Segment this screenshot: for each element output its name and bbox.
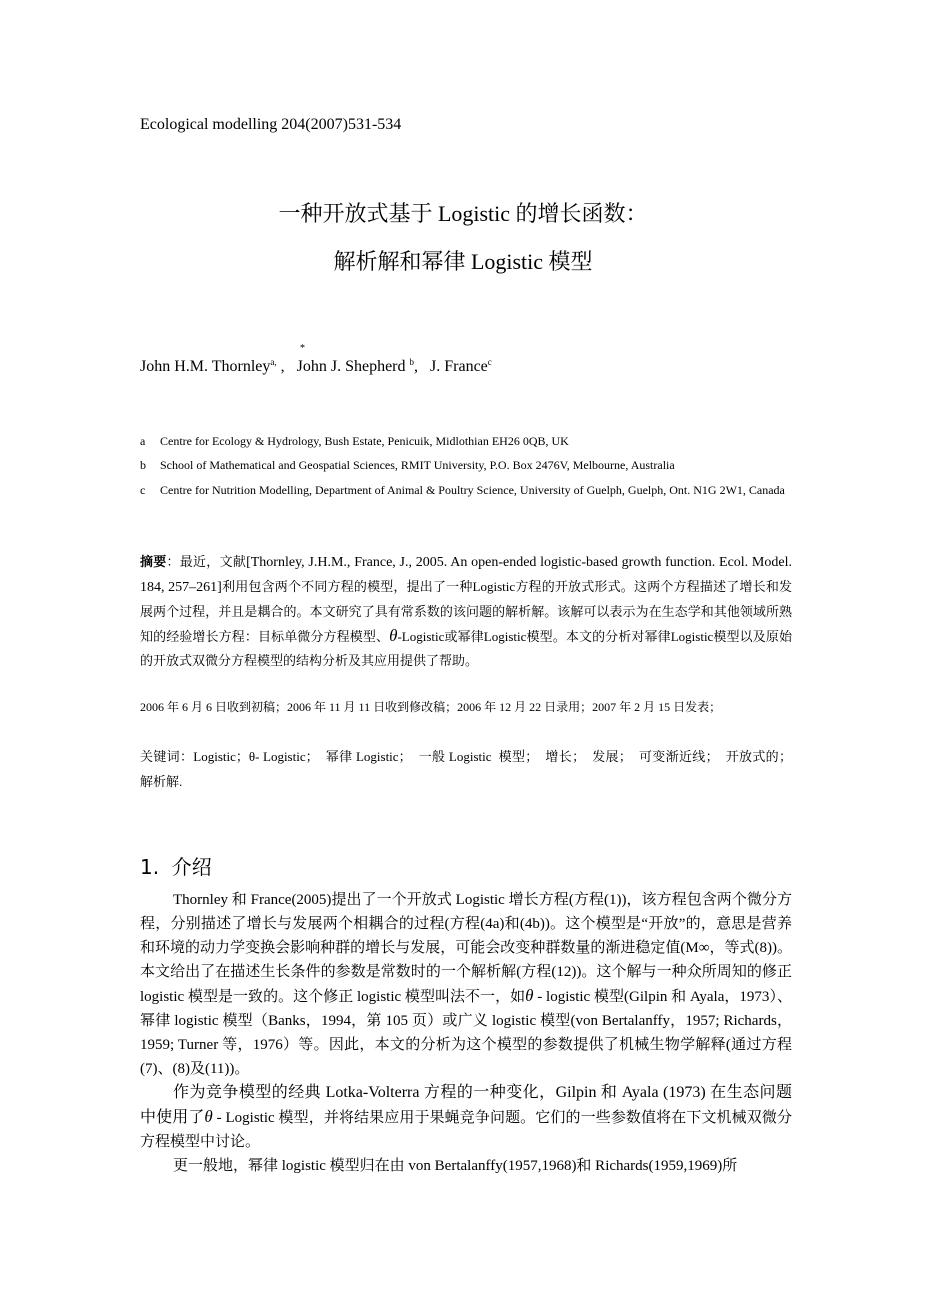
corresponding-author-mark: * [300, 343, 305, 354]
theta-symbol: θ [204, 1107, 213, 1126]
author-separator: , [276, 358, 297, 375]
affiliation [140, 429, 792, 453]
submission-dates: 2006 年 6 月 6 日收到初稿；2006 年 11 月 11 日收到修改稿；2006 年 12 月 22 日录用；2007 年 2 月 15 日发表； [140, 700, 722, 714]
affiliation-text: Centre for Ecology & Hydrology, Bush Estate, Penicuik, Midlothian EH26 0QB, UK [160, 434, 569, 448]
abstract-label: 摘要 [140, 554, 167, 569]
paper-title-line-1: 一种开放式基于 Logistic 的增长函数： [278, 201, 648, 226]
affiliation-label: b [140, 458, 146, 472]
paragraph-text: - logistic 模型(Gilpin 和 Ayala，1973）、幂律 logistic 模型（Banks，1994，第 105 页）或广义 logistic 模型(von Bertalanffy，1957; Richards，1959; Turner 等，1976）等。因此，本文的分析为这个模型的参数提供了机械生物学解释(通过方程(7)、(8)及(11))。 [140, 989, 792, 1077]
author-name: J. France [430, 358, 488, 375]
affiliation-text: Centre for Nutrition Modelling, Department of Animal & Poultry Science, University of Guelph, Guelph, Ont. N1G 2W1, Canada [160, 483, 785, 497]
keywords: 关键词：Logistic；θ- Logistic； 幂律 Logistic； 一般 Logistic 模型； 增长； 发展； 可变渐近线； 开放式的； 解析解. [140, 749, 799, 789]
body-text [140, 888, 792, 1178]
section-heading: 1. 介绍 [140, 855, 212, 879]
paragraph-text: Thornley 和 France(2005)提出了一个开放式 Logistic 增长方程(方程(1))，该方程包含两个微分方程，分别描述了增长与发展两个相耦合的过程(方程(4a)和(4b))。这个模型是“开放”的，意思是营养和环境的动力学变换会影响种群的增长与发展，可能会改变种群数量的渐进稳定值(M∞，等式(8))。本文给出了在描述生长条件的参数是常数时的一个解析解(方程(12))。这个解与一种众所周知的修正 logistic 模型是一致的。这个修正 logistic 模型叫法不一，如 [140, 892, 792, 1005]
paragraph [140, 1081, 792, 1154]
abstract-citation: [Thornley, J.H.M., France, J., 2005. An open-ended logistic-based growth function. Ecol. Model. 184, 257–261] [140, 555, 792, 595]
theta-symbol: θ [389, 626, 398, 645]
author-name: John J. Shepherd [296, 358, 410, 375]
author-list [140, 357, 492, 376]
paragraph-text: 作为竞争模型的经典 Lotka-Volterra 方程的一种变化，Gilpin 和 Ayala (1973) 在生态问题中使用了 [140, 1084, 792, 1126]
abstract-text: ：最近，文献 [166, 554, 247, 569]
paragraph-text: - Logistic 模型，并将结果应用于果蝇竞争问题。它们的一些参数值将在下文机械双微分方程模型中讨论。 [140, 1110, 792, 1150]
paragraph: 更一般地，幂律 logistic 模型归在由 von Bertalanffy(1957,1968)和 Richards(1959,1969)所 [173, 1158, 738, 1174]
affiliation-label: a [140, 434, 146, 448]
abstract-text: -Logistic或幂律Logistic模型。本文的分析对幂律Logistic模型以及原始的开放式双微分方程模型的结构分析及其应用提供了帮助。 [140, 629, 792, 668]
paper-title-line-2: 解析解和幂律 Logistic 模型 [333, 249, 593, 274]
affiliation-text: School of Mathematical and Geospatial Sciences, RMIT University, P.O. Box 2476V, Melbourne, Australia [160, 458, 675, 472]
author-affiliation-mark: a, [270, 357, 277, 367]
affiliation [140, 478, 792, 502]
paragraph [140, 888, 792, 1081]
theta-symbol: θ [525, 986, 534, 1005]
abstract [140, 550, 792, 673]
journal-reference: Ecological modelling 204(2007)531-534 [140, 116, 402, 133]
affiliation [140, 453, 792, 477]
author-affiliation-mark: b [409, 357, 415, 367]
author-name: John H.M. Thornley [140, 358, 271, 375]
author-separator: , [414, 358, 431, 375]
author-affiliation-mark: c [487, 357, 492, 367]
abstract-text: 利用包含两个不同方程的模型，提出了一种Logistic方程的开放式形式。这两个方程描述了增长和发展两个过程，并且是耦合的。本文研究了具有常系数的该问题的解析解。该解可以表示为在生态学和其他领域所熟知的经验增长方程：目标单微分方程模型、 [140, 579, 793, 644]
affiliation-label: c [140, 483, 146, 497]
